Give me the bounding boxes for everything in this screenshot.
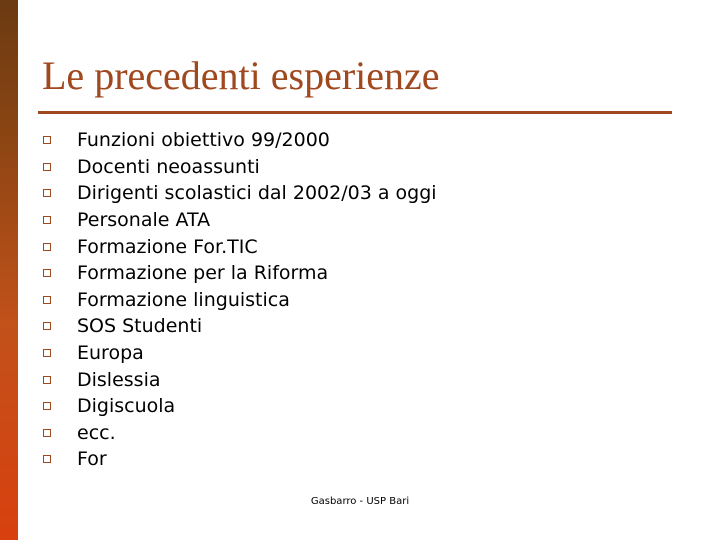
bullet-item xyxy=(40,446,437,473)
hollow-square-icon xyxy=(43,455,51,463)
hollow-square-icon xyxy=(43,269,51,277)
slide-footer: Gasbarro - USP Bari xyxy=(310,496,410,507)
hollow-square-icon xyxy=(43,296,51,304)
bullet-text: Dirigenti scolastici dal 2002/03 a oggi xyxy=(77,182,437,205)
bullet-item xyxy=(40,393,437,420)
bullet-item xyxy=(40,207,437,234)
bullet-item xyxy=(40,287,437,314)
bullet-text: Formazione linguistica xyxy=(77,288,290,311)
bullet-text: SOS Studenti xyxy=(77,315,203,338)
bullet-item xyxy=(40,313,437,340)
hollow-square-icon xyxy=(43,402,51,410)
decorative-side-bar xyxy=(0,0,18,540)
hollow-square-icon xyxy=(43,163,51,171)
bullet-text: Dislessia xyxy=(77,368,161,391)
bullet-text: For xyxy=(77,448,107,471)
bullet-item xyxy=(40,180,437,207)
bullet-list xyxy=(40,127,437,473)
bullet-text: Docenti neoassunti xyxy=(77,155,260,178)
slide-title: Le precedenti esperienze xyxy=(42,53,440,98)
bullet-item xyxy=(40,127,437,154)
bullet-text: Personale ATA xyxy=(77,209,211,232)
bullet-text: Digiscuola xyxy=(77,395,176,418)
bullet-item xyxy=(40,366,437,393)
bullet-text: Europa xyxy=(77,342,144,365)
bullet-text: Funzioni obiettivo 99/2000 xyxy=(77,129,330,152)
bullet-text: Formazione For.TIC xyxy=(77,235,258,258)
bullet-item xyxy=(40,260,437,287)
hollow-square-icon xyxy=(43,216,51,224)
bullet-item xyxy=(40,233,437,260)
bullet-text: Formazione per la Riforma xyxy=(77,262,329,285)
bullet-item xyxy=(40,154,437,181)
hollow-square-icon xyxy=(43,243,51,251)
hollow-square-icon xyxy=(43,136,51,144)
hollow-square-icon xyxy=(43,349,51,357)
hollow-square-icon xyxy=(43,189,51,197)
bullet-item xyxy=(40,340,437,367)
hollow-square-icon xyxy=(43,322,51,330)
bullet-text: ecc. xyxy=(77,421,116,444)
bullet-item xyxy=(40,420,437,447)
title-underline xyxy=(38,111,672,114)
hollow-square-icon xyxy=(43,376,51,384)
hollow-square-icon xyxy=(43,429,51,437)
